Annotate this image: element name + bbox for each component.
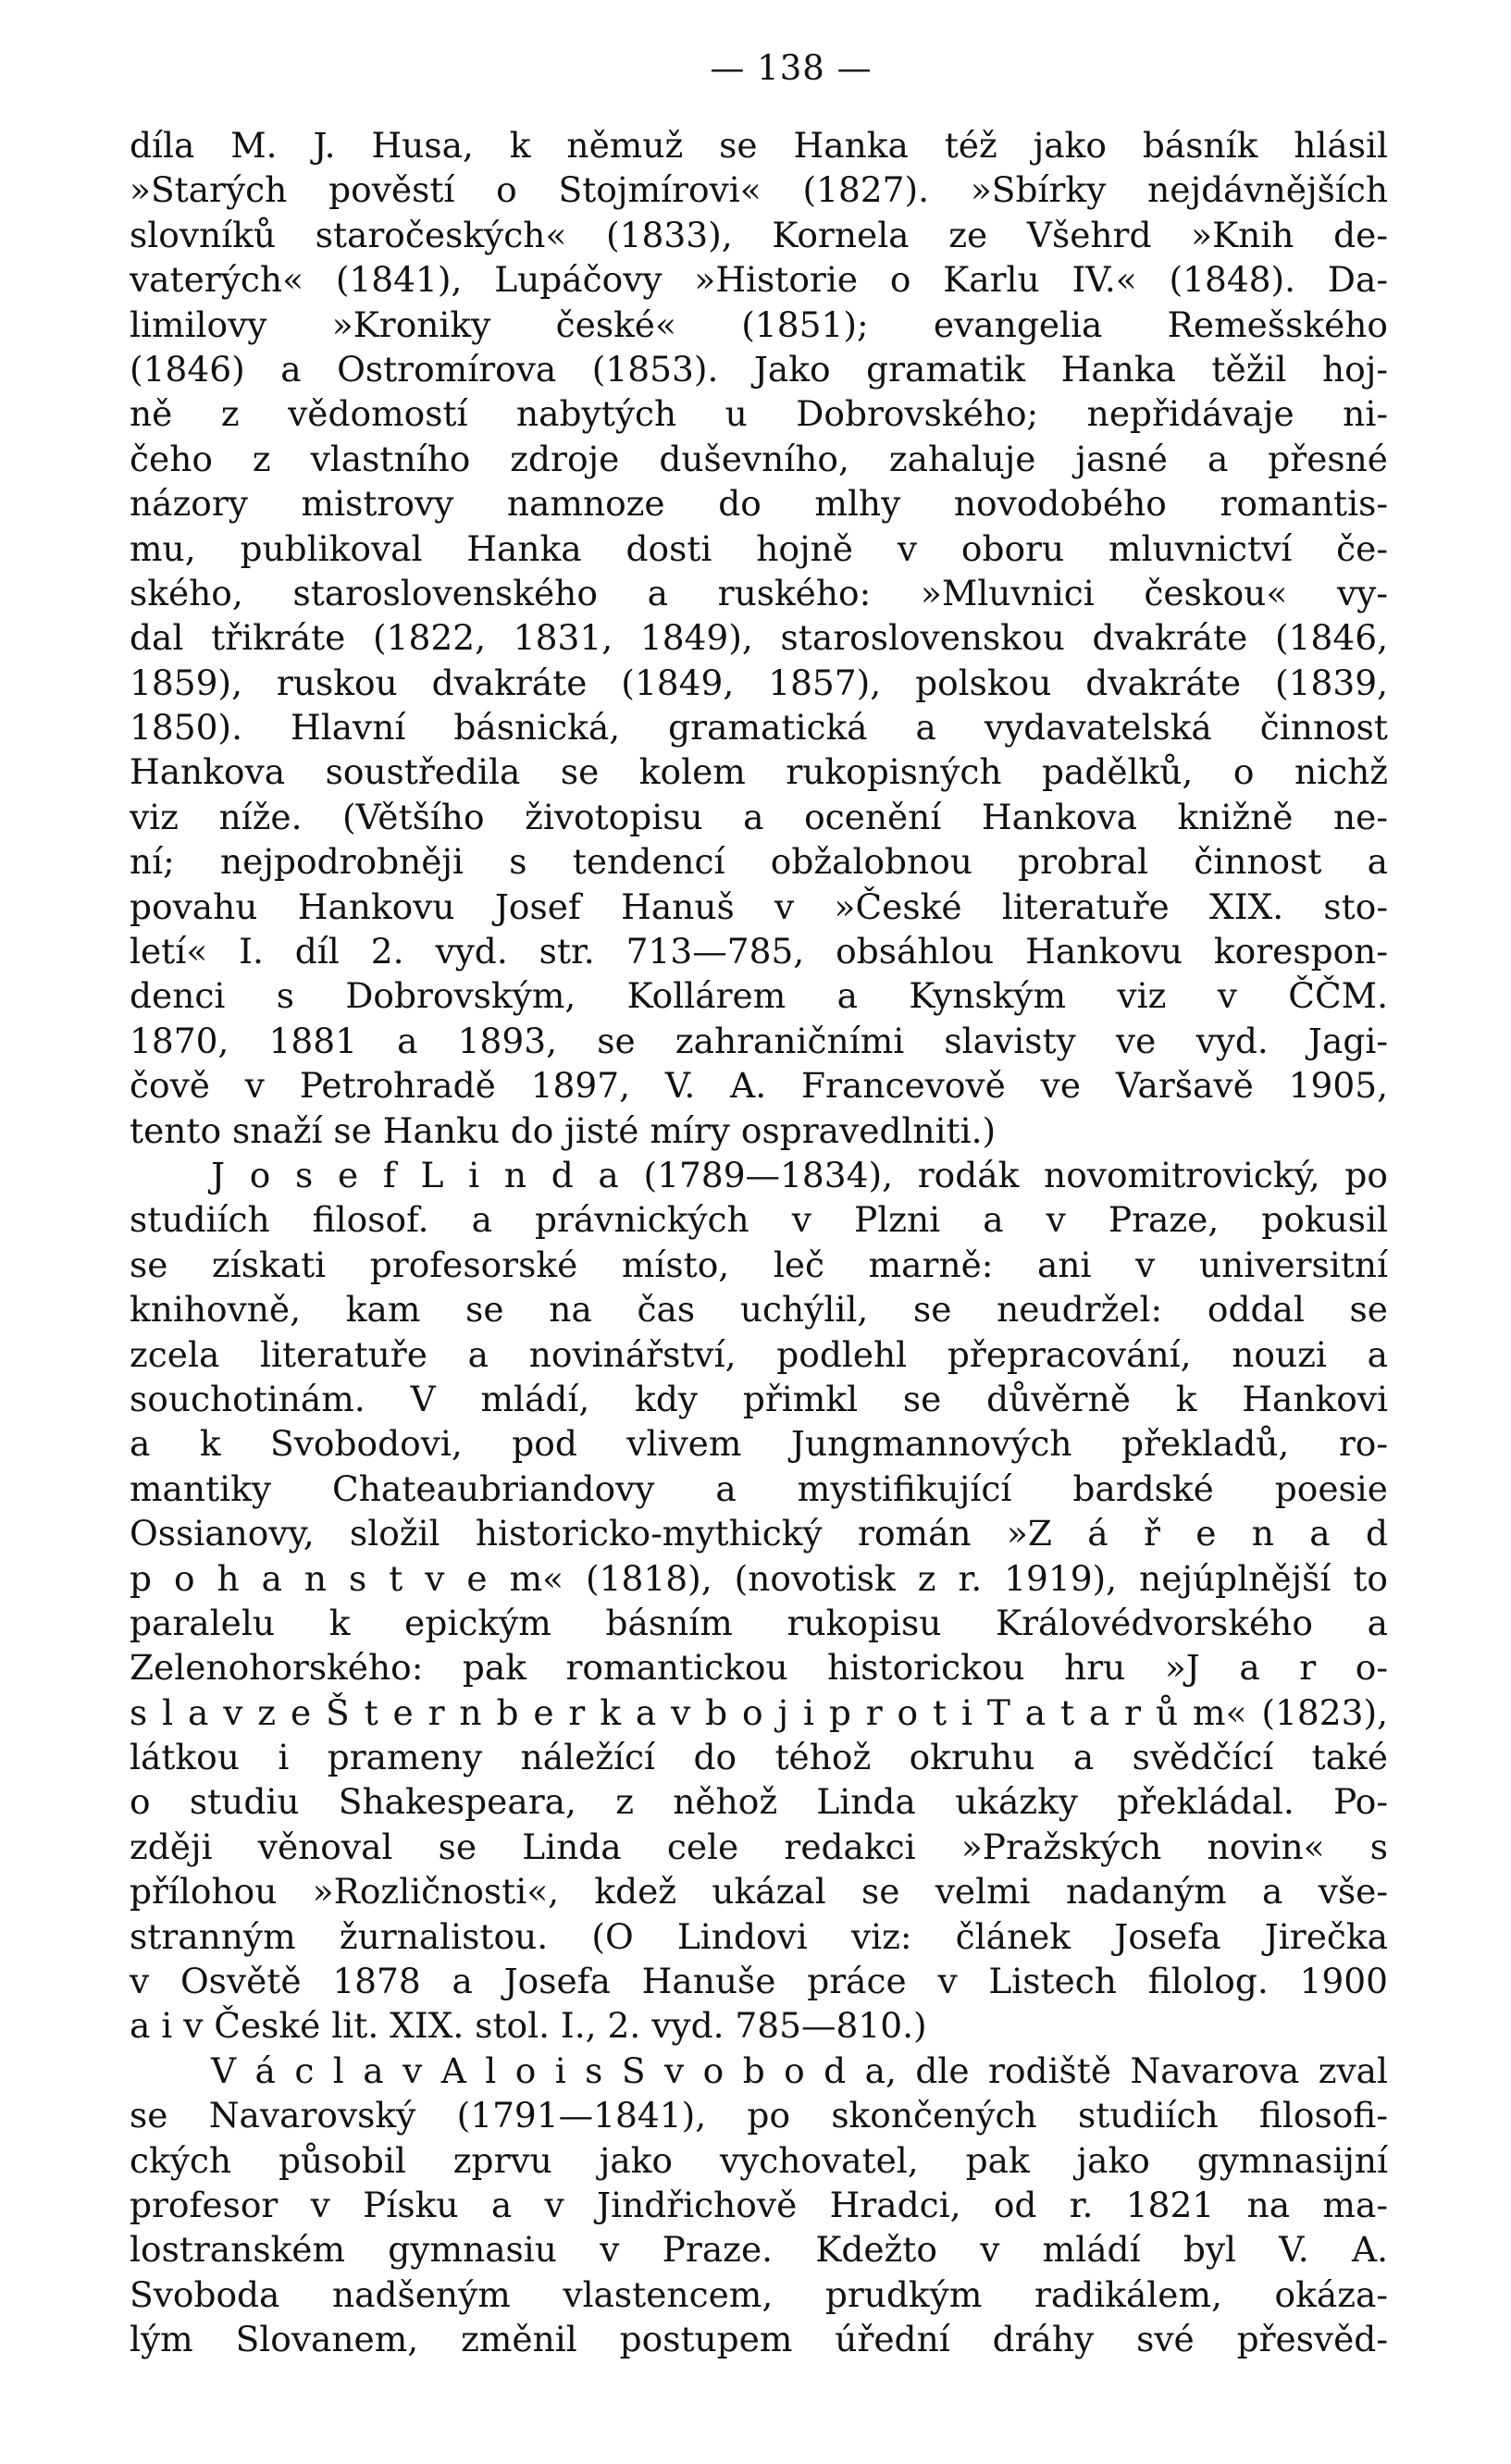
text-line: v Osvětě 1878 a Josefa Hanuše práce v Listech filolog. 1900 (130, 1961, 1388, 2002)
text-line: se získati profesorské místo, leč marně: ani v universitní (130, 1244, 1388, 1285)
text-line: paralelu k epickým básním rukopisu Královédvorského a (130, 1602, 1388, 1643)
text-line: »Starých pověstí o Stojmírovi« (1827). »Sbírky nejdávnějších (130, 169, 1388, 211)
text-line: Ossianovy, složil historicko-mythický román »Z á ř e n a d (130, 1513, 1388, 1554)
text-line: o studiu Shakespeara, z něhož Linda ukázky překládal. Po- (130, 1781, 1388, 1823)
text-line: viz níže. (Většího životopisu a ocenění Hankova knižně ne- (130, 796, 1388, 837)
text-line: a k Svobodovi, pod vlivem Jungmannových překladů, ro- (130, 1423, 1388, 1465)
text-line: ně z vědomostí nabytých u Dobrovského; nepřidávaje ni- (130, 393, 1388, 435)
text-line: Svoboda nadšeným vlastencem, prudkým radikálem, okáza- (130, 2273, 1388, 2315)
text-line: V á c l a v A l o i s S v o b o d a, dle rodiště Navarova zval (211, 2049, 1388, 2091)
text-line: Hankova soustředila se kolem rukopisných padělků, o nichž (130, 751, 1388, 793)
text-line: studiích filosof. a právnických v Plzni a v Praze, pokusil (130, 1199, 1388, 1241)
text-line: mu, publikoval Hanka dosti hojně v oboru mluvnictví če- (130, 527, 1388, 569)
text-line: 1859), ruskou dvakráte (1849, 1857), polskou dvakráte (1839, (130, 662, 1388, 703)
text-line: přílohou »Rozličnosti«, kdež ukázal se velmi nadaným a vše- (130, 1871, 1388, 1913)
text-line: letí« I. díl 2. vyd. str. 713—785, obsáhlou Hankovu korespon- (130, 931, 1388, 972)
text-line: souchotinám. V mládí, kdy přimkl se důvěrně k Hankovi (130, 1378, 1388, 1419)
text-line: denci s Dobrovským, Kollárem a Kynským viz v ČČM. (130, 975, 1388, 1017)
text-line: zději věnoval se Linda cele redakci »Pražských novin« s (130, 1826, 1388, 1867)
text-line: 1850). Hlavní básnická, gramatická a vydavatelská činnost (130, 707, 1388, 749)
text-line: zcela literatuře a novinářství, podlehl přepracování, nouzi a (130, 1333, 1388, 1375)
text-line: knihovně, kam se na čas uchýlil, se neudržel: oddal se (130, 1289, 1388, 1331)
text-line: vaterých« (1841), Lupáčovy »Historie o Karlu IV.« (1848). Da- (130, 259, 1388, 301)
text-line: povahu Hankovu Josef Hanuš v »České literatuře XIX. sto- (130, 885, 1388, 927)
text-line: čeho z vlastního zdroje duševního, zahaluje jasné a přesné (130, 438, 1388, 479)
text-line: lým Slovanem, změnil postupem úřední dráhy své přesvěd- (130, 2319, 1388, 2360)
text-line: názory mistrovy namnoze do mlhy novodobého romantis- (130, 483, 1388, 525)
text-line: ského, staroslovenského a ruského: »Mluvnici českou« vy- (130, 572, 1388, 613)
text-line: a i v České lit. XIX. stol. I., 2. vyd. 785—810.) (130, 2005, 927, 2047)
text-line: lostranském gymnasiu v Praze. Kdežto v mládí byl V. A. (130, 2229, 1388, 2271)
document-page (130, 48, 1388, 2362)
text-line: dal třikráte (1822, 1831, 1849), staroslovenskou dvakráte (1846, (130, 617, 1388, 659)
text-line: látkou i prameny náležící do téhož okruhu a svědčící také (130, 1737, 1388, 1778)
text-line: se Navarovský (1791—1841), po skončených studiích filosofi- (130, 2095, 1388, 2136)
text-line: čově v Petrohradě 1897, V. A. Francevově ve Varšavě 1905, (130, 1065, 1388, 1107)
text-line: stranným žurnalistou. (O Lindovi viz: článek Josefa Jirečka (130, 1915, 1388, 1957)
text-line: profesor v Písku a v Jindřichově Hradci, od r. 1821 na ma- (130, 2184, 1388, 2225)
text-line: díla M. J. Husa, k němuž se Hanka též jako básník hlásil (130, 125, 1388, 166)
text-line: mantiky Chateaubriandovy a mystifikující bardské poesie (130, 1467, 1388, 1509)
text-line: s l a v z e Š t e r n b e r k a v b o j i p r o t i T a t a r ů m« (1823), (130, 1691, 1388, 1733)
text-line: J o s e f L i n d a (1789—1834), rodák novomitrovický, po (211, 1154, 1388, 1195)
text-line: p o h a n s t v e m« (1818), (novotisk z r. 1919), nejúplnější to (130, 1557, 1388, 1599)
text-line: limilovy »Kroniky české« (1851); evangelia Remešského (130, 303, 1388, 345)
text-line: Zelenohorského: pak romantickou historickou hru »J a r o- (130, 1647, 1388, 1689)
text-body (130, 123, 1388, 2362)
page-number: — 138 — (710, 48, 873, 88)
text-line: (1846) a Ostromírova (1853). Jako gramatik Hanka těžil hoj- (130, 348, 1388, 390)
text-line: 1870, 1881 a 1893, se zahraničními slavisty ve vyd. Jagi- (130, 1020, 1388, 1061)
text-line: tento snaží se Hanku do jisté míry ospravedlniti.) (130, 1109, 997, 1151)
text-line: ní; nejpodrobněji s tendencí obžalobnou probral činnost a (130, 841, 1388, 883)
text-line: ckých působil zprvu jako vychovatel, pak jako gymnasijní (130, 2139, 1388, 2181)
text-line: slovníků staročeských« (1833), Kornela ze Všehrd »Knih de- (130, 214, 1388, 255)
